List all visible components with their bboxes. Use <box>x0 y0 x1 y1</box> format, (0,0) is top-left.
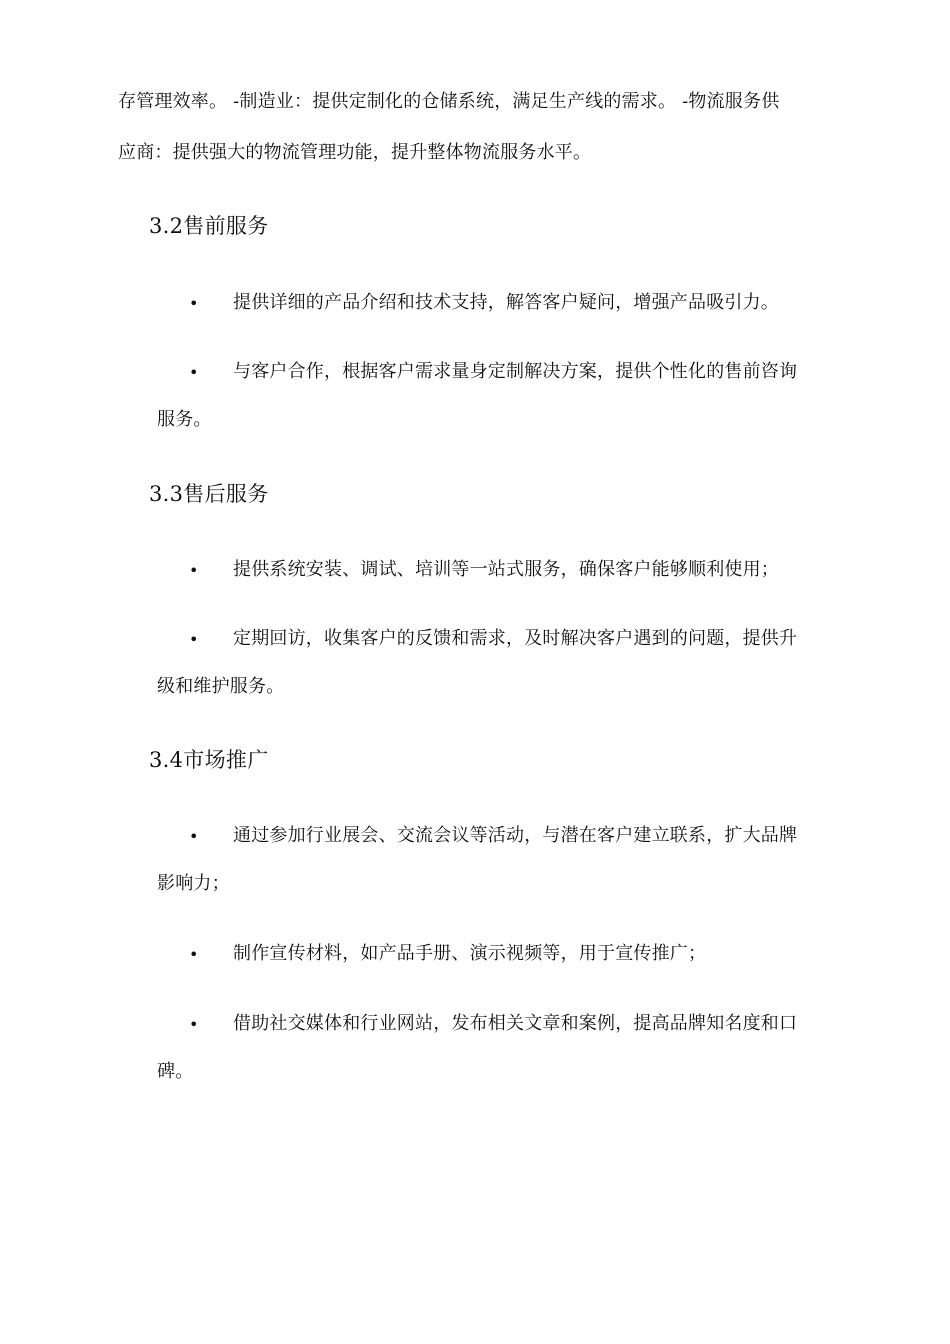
bullet-icon: • <box>189 363 199 382</box>
bullet-icon: • <box>189 561 199 580</box>
list-item-text: 制作宣传材料，如产品手册、演示视频等，用于宣传推广； <box>233 943 707 964</box>
bullet-icon: • <box>189 294 199 313</box>
bullet-icon: • <box>189 630 199 649</box>
list-item-text: 定期回访，收集客户的反馈和需求，及时解决客户遇到的问题，提供升 <box>233 628 798 649</box>
section-heading-aftersales: 3.3售后服务 <box>149 482 269 506</box>
list-item-text-continuation: 碑。 <box>157 1061 194 1082</box>
list-item-text-continuation: 影响力； <box>157 873 230 894</box>
list-item-text: 通过参加行业展会、交流会议等活动，与潜在客户建立联系，扩大品牌 <box>233 825 798 846</box>
list-item-text: 提供系统安装、调试、培训等一站式服务，确保客户能够顺利使用； <box>233 559 779 580</box>
intro-line-1: 存管理效率。 -制造业：提供定制化的仓储系统，满足生产线的需求。 -物流服务供 <box>118 91 780 112</box>
section-heading-presales: 3.2售前服务 <box>149 214 269 238</box>
list-item-text: 与客户合作，根据客户需求量身定制解决方案，提供个性化的售前咨询 <box>233 361 798 382</box>
intro-line-2: 应商：提供强大的物流管理功能，提升整体物流服务水平。 <box>118 142 592 163</box>
bullet-icon: • <box>189 1015 199 1034</box>
list-item-text-continuation: 级和维护服务。 <box>157 676 285 697</box>
list-item-text: 借助社交媒体和行业网站，发布相关文章和案例，提高品牌知名度和口 <box>233 1013 798 1034</box>
bullet-icon: • <box>189 945 199 964</box>
section-heading-marketing: 3.4市场推广 <box>149 748 269 772</box>
list-item-text: 提供详细的产品介绍和技术支持，解答客户疑问，增强产品吸引力。 <box>233 292 779 313</box>
list-item-text-continuation: 服务。 <box>157 409 212 430</box>
bullet-icon: • <box>189 827 199 846</box>
